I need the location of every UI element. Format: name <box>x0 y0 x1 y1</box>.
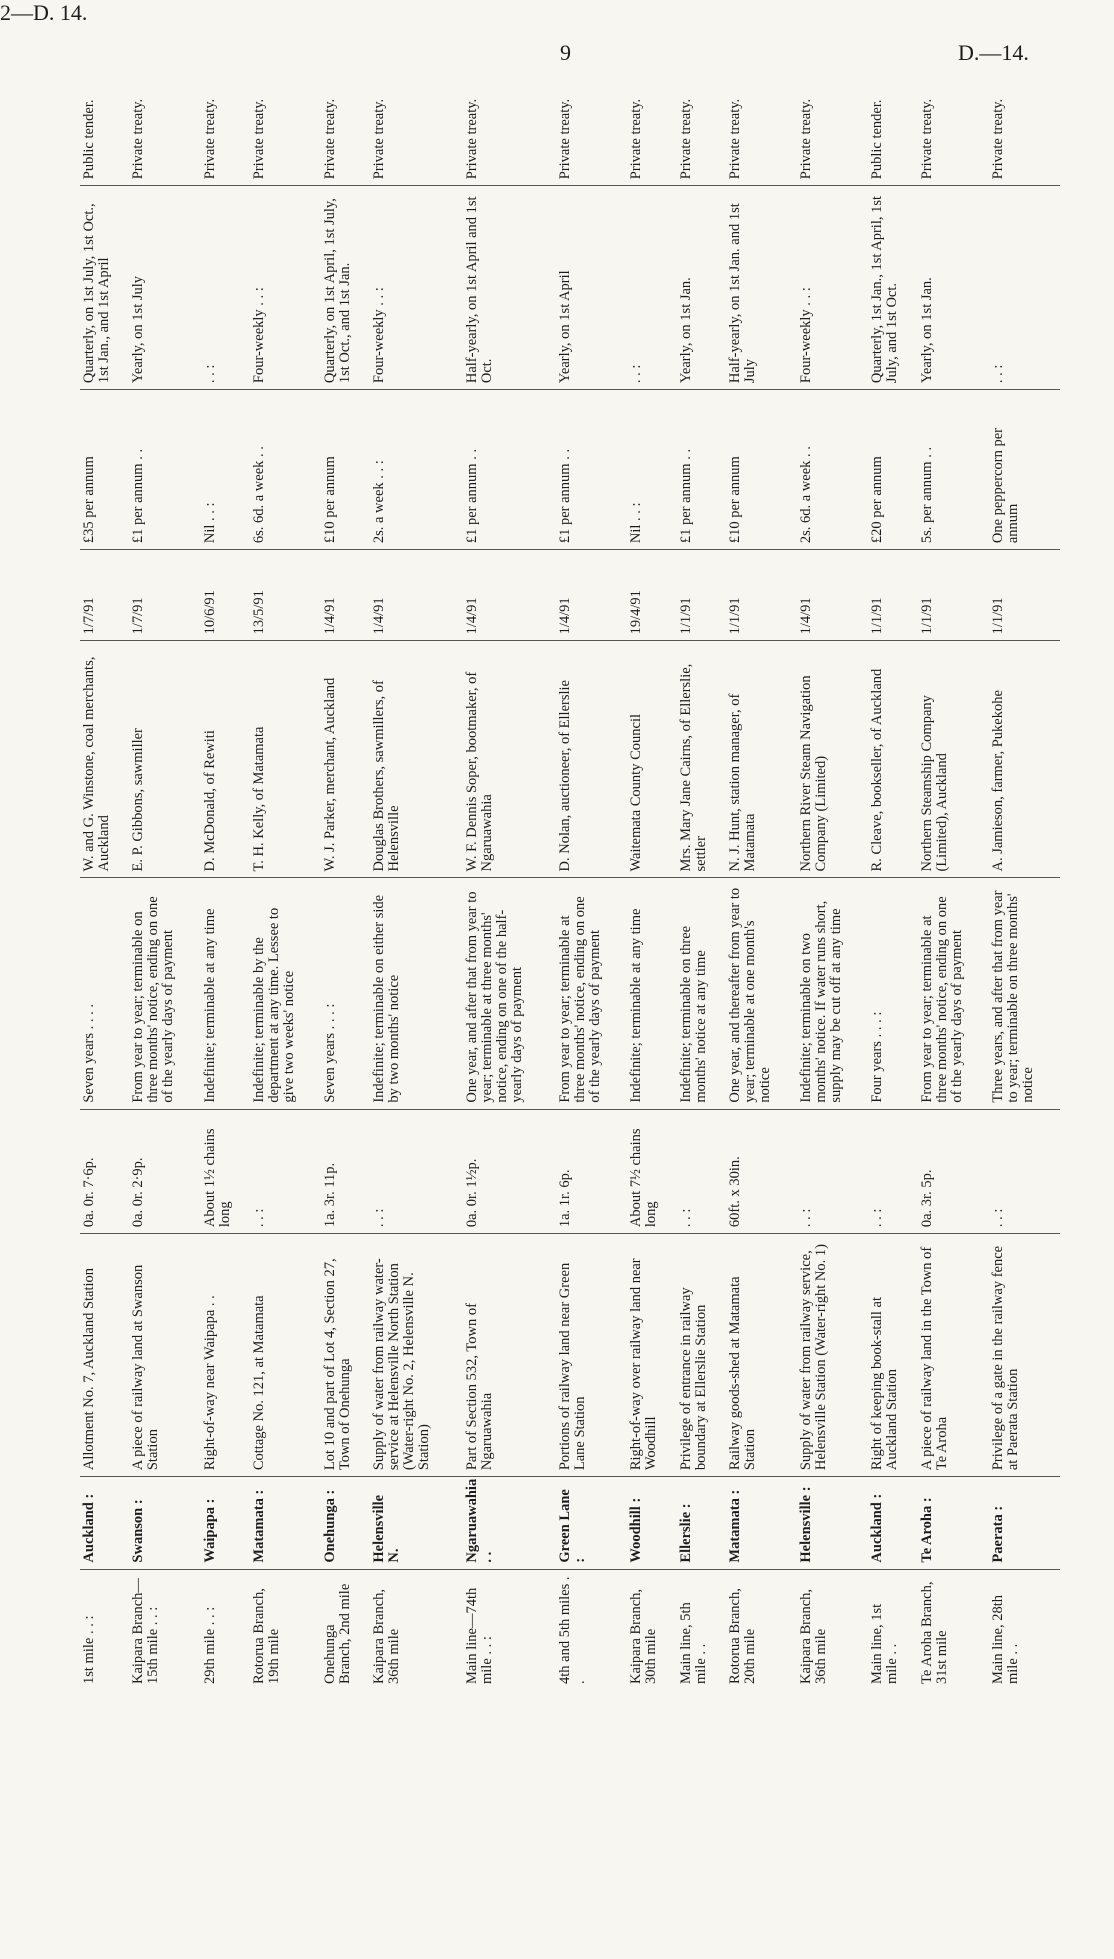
cell-how-let: Private treaty. <box>321 60 370 186</box>
cell-rent: Nil . . : <box>627 390 676 550</box>
cell-date: 1/4/91 <box>797 550 868 641</box>
cell-station: Green Lane : <box>556 1477 627 1569</box>
cell-locality: Kaipara Branch, 36th mile <box>371 1588 403 1684</box>
cell-term: From year to year; terminable at three months' notice, ending on one of the yearly days of payment <box>556 878 627 1109</box>
cell-station: Auckland : <box>868 1477 917 1569</box>
cell-term: From year to year; terminable at three months' notice, ending on one of the yearly days of payment <box>918 878 989 1109</box>
cell-term: Three years, and after that from year to year; terminable on three months' notice <box>989 878 1060 1109</box>
cell-how-let: Private treaty. <box>918 60 989 186</box>
cell-rent: £1 per annum . . <box>677 390 726 550</box>
cell-payable: Quarterly, on 1st April, 1st July, 1st Oct., and 1st Jan. <box>321 186 370 390</box>
cell-description: Allotment No. 7, Auckland Station <box>80 1234 129 1477</box>
cell-date: 1/1/91 <box>868 550 917 641</box>
cell-lessee: R. Cleave, bookseller, of Auckland <box>868 641 917 878</box>
table-row <box>989 60 1060 1690</box>
cell-how-let: Public tender. <box>868 60 917 186</box>
cell-rent: 6s. 6d. a week . . <box>250 390 321 550</box>
cell-description: Supply of water from railway service, Helensville Station (Water-right No. 1) <box>797 1234 868 1477</box>
cell-area: . . : <box>989 1109 1060 1233</box>
cell-area: 0a. 0r. 7·6p. <box>80 1109 129 1233</box>
cell-lessee: Northern River Steam Navigation Company (Limited) <box>797 641 868 878</box>
cell-how-let: Private treaty. <box>627 60 676 186</box>
cell-term: Seven years . . . . <box>80 878 129 1109</box>
cell-area: 0a. 0r. 2·9p. <box>129 1109 200 1233</box>
cell-payable: Yearly, on 1st Jan. <box>918 186 989 390</box>
cell-area: . . : <box>868 1109 917 1233</box>
table-row <box>868 60 917 1690</box>
cell-how-let: Private treaty. <box>556 60 627 186</box>
cell-station: Auckland : <box>80 1477 129 1569</box>
cell-date: 1/1/91 <box>989 550 1060 641</box>
cell-description: Right-of-way over railway land near Woodhill <box>627 1234 676 1477</box>
cell-payable: Four-weekly . . : <box>250 186 321 390</box>
cell-term: One year, and thereafter from year to year; terminable at one month's notice <box>726 878 797 1109</box>
cell-lessee: D. McDonald, of Rewiti <box>201 641 250 878</box>
cell-locality: Onehunga Branch, 2nd mile <box>322 1583 353 1684</box>
cell-area: About 1½ chains long <box>201 1109 250 1233</box>
cell-description: Privilege of entrance in railway boundary at Ellerslie Station <box>677 1234 726 1477</box>
cell-locality: Main line, 5th mile . . <box>677 1602 709 1684</box>
cell-lessee: Douglas Brothers, sawmillers, of Helensville <box>370 641 463 878</box>
cell-term: Indefinite; terminable at any time <box>201 878 250 1109</box>
cell-station: Onehunga : <box>321 1477 370 1569</box>
cell-station: Ellerslie : <box>677 1477 726 1569</box>
cell-area: 1a. 3r. 11p. <box>321 1109 370 1233</box>
cell-date: 1/4/91 <box>321 550 370 641</box>
cell-station: Matamata : <box>726 1477 797 1569</box>
page-number: 9 <box>560 40 571 65</box>
cell-how-let: Private treaty. <box>463 60 556 186</box>
cell-payable: Yearly, on 1st July <box>129 186 200 390</box>
cell-area: . . : <box>677 1109 726 1233</box>
cell-how-let: Private treaty. <box>370 60 463 186</box>
cell-payable: . . : <box>627 186 676 390</box>
cell-how-let: Private treaty. <box>129 60 200 186</box>
cell-date: 1/4/91 <box>556 550 627 641</box>
cell-how-let: Private treaty. <box>201 60 250 186</box>
cell-term: Indefinite; terminable on three months' notice at any time <box>677 878 726 1109</box>
table-row <box>627 60 676 1690</box>
table-row <box>250 60 321 1690</box>
cell-lessee: A. Jamieson, farmer, Pukekohe <box>989 641 1060 878</box>
cell-locality: Kaipara Branch, 30th mile <box>628 1588 660 1684</box>
cell-locality: 4th and 5th miles . . <box>557 1576 589 1684</box>
cell-description: Cottage No. 121, at Matamata <box>250 1234 321 1477</box>
cell-lessee: E. P. Gibbons, sawmiller <box>129 641 200 878</box>
cell-locality: Main line, 1st mile . . <box>869 1603 901 1684</box>
cell-rent: £10 per annum <box>726 390 797 550</box>
cell-station: Waipapa : <box>201 1477 250 1569</box>
cell-area: . . : <box>370 1109 463 1233</box>
cell-term: Four years . . . : <box>868 878 917 1109</box>
cell-rent: Nil . . : <box>201 390 250 550</box>
table-row <box>321 60 370 1690</box>
cell-rent: £1 per annum . . <box>129 390 200 550</box>
cell-payable: Half-yearly, on 1st April and 1st Oct. <box>463 186 556 390</box>
cell-how-let: Private treaty. <box>989 60 1060 186</box>
cell-date: 13/5/91 <box>250 550 321 641</box>
table-row <box>726 60 797 1690</box>
cell-date: 19/4/91 <box>627 550 676 641</box>
cell-locality: Kaipara Branch, 36th mile <box>798 1588 830 1684</box>
cell-payable: Quarterly, on 1st July, 1st Oct., 1st Jan., and 1st April <box>80 186 129 390</box>
cell-description: A piece of railway land at Swanson Station <box>129 1234 200 1477</box>
cell-payable: Four-weekly . . : <box>797 186 868 390</box>
cell-area: 0a. 3r. 5p. <box>918 1109 989 1233</box>
cell-payable: . . : <box>201 186 250 390</box>
cell-lessee: Mrs. Mary Jane Cairns, of Ellerslie, settler <box>677 641 726 878</box>
cell-rent: 5s. per annum . . <box>918 390 989 550</box>
cell-description: Right of keeping book-stall at Auckland Station <box>868 1234 917 1477</box>
cell-station: Te Aroha : <box>918 1477 989 1569</box>
cell-station: Paerata : <box>989 1477 1060 1569</box>
cell-locality: Main line—74th mile . . : <box>464 1587 496 1684</box>
cell-date: 1/1/91 <box>918 550 989 641</box>
cell-lessee: D. Nolan, auctioneer, of Ellerslie <box>556 641 627 878</box>
cell-term: Indefinite; terminable by the department at any time. Lessee to give two weeks' notice <box>250 878 321 1109</box>
cell-lessee: W. F. Dennis Soper, bootmaker, of Ngaruawahia <box>463 641 556 878</box>
cell-payable: Yearly, on 1st Jan. <box>677 186 726 390</box>
cell-payable: Yearly, on 1st April <box>556 186 627 390</box>
cell-lessee: N. J. Hunt, station manager, of Matamata <box>726 641 797 878</box>
cell-locality: 1st mile . . : <box>81 1615 97 1684</box>
cell-description: Portions of railway land near Green Lane Station <box>556 1234 627 1477</box>
cell-station: Matamata : <box>250 1477 321 1569</box>
cell-lessee: W. and G. Winstone, coal merchants, Auckland <box>80 641 129 878</box>
cell-locality: 29th mile . . : <box>201 1606 218 1684</box>
cell-date: 1/4/91 <box>370 550 463 641</box>
cell-locality: Rotorua Branch, 20th mile <box>727 1588 759 1684</box>
cell-term: Seven years . . . : <box>321 878 370 1109</box>
cell-rent: £35 per annum <box>80 390 129 550</box>
cell-area: 60ft. x 30in. <box>726 1109 797 1233</box>
cell-lessee: Northern Steamship Company (Limited), Auckland <box>918 641 989 878</box>
cell-locality: Rotorua Branch, 19th mile <box>250 1588 282 1684</box>
cell-lessee: W. J. Parker, merchant, Auckland <box>321 641 370 878</box>
cell-how-let: Private treaty. <box>677 60 726 186</box>
rotated-lease-table <box>80 60 1060 1690</box>
cell-term: Indefinite; terminable on either side by two months' notice <box>370 878 463 1109</box>
cell-locality: Kaipara Branch—15th mile . . : <box>130 1578 162 1684</box>
cell-area: 0a. 0r. 1½p. <box>463 1109 556 1233</box>
cell-how-let: Private treaty. <box>250 60 321 186</box>
table-row <box>918 60 989 1690</box>
cell-locality: Main line, 28th mile . . <box>989 1594 1021 1684</box>
cell-how-let: Public tender. <box>80 60 129 186</box>
cell-payable: Half-yearly, on 1st Jan. and 1st July <box>726 186 797 390</box>
cell-station: Helensville : <box>797 1477 868 1569</box>
table-row <box>201 60 250 1690</box>
cell-date: 1/7/91 <box>80 550 129 641</box>
cell-rent: £10 per annum <box>321 390 370 550</box>
table-row <box>80 60 129 1690</box>
cell-station: Swanson : <box>129 1477 200 1569</box>
cell-payable: . . : <box>989 186 1060 390</box>
table-row <box>556 60 627 1690</box>
cell-rent: £1 per annum . . <box>556 390 627 550</box>
cell-date: 1/4/91 <box>463 550 556 641</box>
cell-payable: Four-weekly . . : <box>370 186 463 390</box>
cell-area: 1a. 1r. 6p. <box>556 1109 627 1233</box>
cell-term: Indefinite; terminable on two months' notice. If water runs short, supply may be cut off at any time <box>797 878 868 1109</box>
cell-date: 1/7/91 <box>129 550 200 641</box>
cell-rent: 2s. 6d. a week . . <box>797 390 868 550</box>
cell-lessee: T. H. Kelly, of Matamata <box>250 641 321 878</box>
cell-area: About 7½ chains long <box>627 1109 676 1233</box>
document-reference: D.—14. <box>958 40 1029 65</box>
cell-lessee: Waitemata County Council <box>627 641 676 878</box>
table-row <box>370 60 463 1690</box>
cell-description: Part of Section 532, Town of Ngaruawahia <box>463 1234 556 1477</box>
cell-description: Right-of-way near Waipapa . . <box>201 1234 250 1477</box>
cell-date: 1/1/91 <box>726 550 797 641</box>
cell-date: 10/6/91 <box>201 550 250 641</box>
cell-rent: One peppercorn per annum <box>989 390 1060 550</box>
cell-description: Supply of water from railway water-service at Helensville North Station (Water-right No. 2, Helensville N. Station) <box>370 1234 463 1477</box>
cell-station: Woodhill : <box>627 1477 676 1569</box>
cell-description: A piece of railway land in the Town of Te Aroha <box>918 1234 989 1477</box>
cell-station: Ngaruawahia . . <box>463 1477 556 1569</box>
cell-rent: 2s. a week . . : <box>370 390 463 550</box>
cell-payable: Quarterly, 1st Jan., 1st April, 1st July, and 1st Oct. <box>868 186 917 390</box>
cell-description: Lot 10 and part of Lot 4, Section 27, Town of Onehunga <box>321 1234 370 1477</box>
cell-how-let: Private treaty. <box>726 60 797 186</box>
cell-term: From year to year; terminable on three months' notice, ending on one of the yearly days of payment <box>129 878 200 1109</box>
cell-term: Indefinite; terminable at any time <box>627 878 676 1109</box>
cell-how-let: Private treaty. <box>797 60 868 186</box>
cell-description: Privilege of a gate in the railway fence at Paerata Station <box>989 1234 1060 1477</box>
signature-mark: 2—D. 14. <box>0 0 88 25</box>
cell-locality: Te Aroha Branch, 31st mile <box>918 1581 950 1684</box>
cell-area: . . : <box>250 1109 321 1233</box>
cell-description: Railway goods-shed at Matamata Station <box>726 1234 797 1477</box>
cell-rent: £1 per annum . . <box>463 390 556 550</box>
cell-date: 1/1/91 <box>677 550 726 641</box>
lease-rows <box>80 60 1060 1690</box>
cell-term: One year, and after that from year to year; terminable at three months' notice, ending on one of the half-yearly days of payment <box>463 878 556 1109</box>
cell-area: . . : <box>797 1109 868 1233</box>
lease-table <box>80 60 1060 1690</box>
cell-station: Helensville N. <box>370 1477 463 1569</box>
cell-rent: £20 per annum <box>868 390 917 550</box>
table-row <box>463 60 556 1690</box>
table-row <box>677 60 726 1690</box>
table-row <box>797 60 868 1690</box>
table-row <box>129 60 200 1690</box>
